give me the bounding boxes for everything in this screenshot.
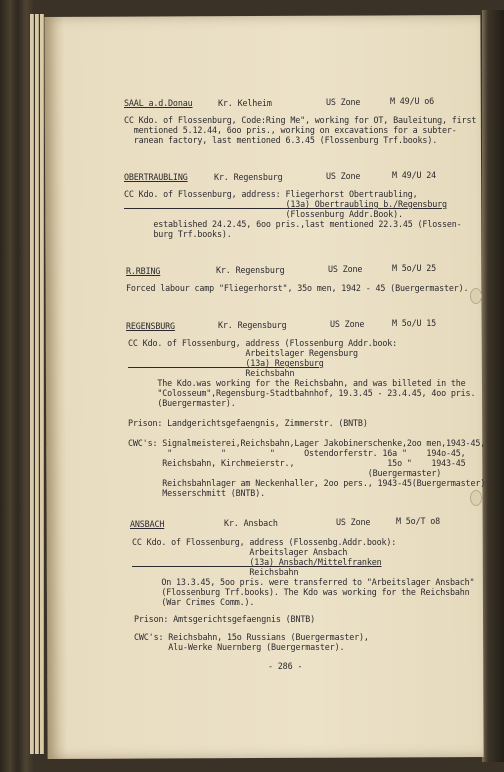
entry-code: M 49/U o6	[390, 96, 435, 106]
entry-line: (13a) Regensburg	[128, 358, 324, 368]
entry-line: established 24.2.45, 6oo pris.,last mentioned 22.3.45 (Flossen-	[124, 219, 462, 229]
entry-code: M 5o/T o8	[396, 516, 441, 526]
entry-code: M 5o/U 15	[392, 318, 437, 328]
entry-zone: US Zone	[336, 517, 371, 527]
entry-line: CC Kdo. of Flossenburg, address (Flossenburg Addr.book:	[128, 338, 398, 348]
punch-hole	[470, 288, 482, 304]
entry-line: On 13.3.45, 5oo pris. were transferred to "Arbeitslager Ansbach"	[132, 577, 475, 587]
entry-kreis: Kr. Regensburg	[214, 172, 283, 182]
entry-line: burg Trf.books).	[124, 229, 232, 239]
entry-place: OBERTRAUBLING	[124, 172, 188, 182]
entry-line: (13a) Obertraubling b./Regensburg	[124, 199, 447, 209]
page-edge	[30, 14, 34, 754]
right-page-edge	[482, 10, 504, 762]
entry-line: " " " Ostendorferstr. 16a " 194o-45,	[128, 448, 466, 458]
entry-line: (Buergermaster)	[128, 468, 442, 478]
entry-line: (Flossenburg Trf.books). The Kdo was working for the Reichsbahn	[132, 587, 470, 597]
entry-kreis: Kr. Ansbach	[224, 518, 278, 528]
entry-line: Reichsbahn	[132, 567, 299, 577]
punch-hole	[470, 490, 482, 506]
entry-line: (Flossenburg Addr.Book).	[124, 209, 403, 219]
entry-place: REGENSBURG	[126, 321, 175, 331]
entry-zone: US Zone	[326, 97, 361, 107]
entry-line: Arbeitslager Regensburg	[128, 348, 358, 358]
entry-zone: US Zone	[330, 319, 365, 329]
page-number: - 286 -	[268, 661, 303, 671]
entry-line: The Kdo.was working for the Reichsbahn, and was billeted in the	[128, 378, 466, 388]
entry-line: Reichsbahn, Kirchmeierstr., 15o " 1943-45	[128, 458, 466, 468]
page-edge	[40, 14, 44, 754]
entry-zone: US Zone	[328, 264, 363, 274]
entry-line: CC Kdo. of Flossenburg, address (Flossenbg.Addr.book):	[132, 537, 397, 547]
page-edge	[35, 14, 39, 754]
entry-place: SAAL a.d.Donau	[124, 98, 193, 108]
entry-line: (Buergermaster).	[128, 398, 236, 408]
entry-line: Reichsbahn	[128, 368, 295, 378]
entry-line: Reichsbahnlager am Neckenhaller, 2oo pers., 1943-45(Buergermaster)	[128, 478, 486, 488]
entry-line: Forced labour camp "Fliegerhorst", 35o men, 1942 - 45 (Buergermaster).	[126, 283, 469, 293]
entry-line: CWC's: Signalmeisterei,Reichsbahn,Lager Jakobinerschenke,2oo men,1943-45,	[128, 438, 486, 448]
entry-place: R.RBING	[126, 266, 161, 276]
entry-line: "Colosseum",Regensburg-Stadtbahnhof, 19.3.45 - 23.4.45, 4oo pris.	[128, 388, 476, 398]
entry-line: (13a) Ansbach/Mittelfranken	[132, 557, 382, 567]
entry-code: M 5o/U 25	[392, 263, 437, 273]
entry-zone: US Zone	[326, 171, 361, 181]
entry-line: CC Kdo. of Flossenburg, address: Fliegerhorst Obertraubling,	[124, 189, 418, 199]
entry-line: CC Kdo. of Flossenburg, Code:Ring Me", working for OT, Bauleitung, first	[124, 115, 477, 125]
entry-kreis: Kr. Kelheim	[218, 98, 272, 108]
entry-line: Alu-Werke Nuernberg (Buergermaster).	[134, 642, 345, 652]
entry-line: Arbeitslager Ansbach	[132, 547, 348, 557]
entry-kreis: Kr. Regensburg	[216, 265, 285, 275]
entry-line: CWC's: Reichsbahn, 15o Russians (Buergermaster),	[134, 632, 369, 642]
entry-code: M 49/U 24	[392, 170, 437, 180]
entry-line: (War Crimes Comm.).	[132, 597, 255, 607]
entry-line: Prison: Landgerichtsgefaengnis, Zimmerstr. (BNTB)	[128, 418, 368, 428]
entry-line: ranean factory, last mentioned 6.3.45 (Flossenburg Trf.books).	[124, 135, 438, 145]
entry-kreis: Kr. Regensburg	[218, 320, 287, 330]
entry-line: mentioned 5.12.44, 6oo pris., working on excavations for a subter-	[124, 125, 457, 135]
entry-line: Prison: Amtsgerichtsgefaengnis (BNTB)	[134, 614, 316, 624]
entry-place: ANSBACH	[130, 519, 165, 529]
entry-line: Messerschmitt (BNTB).	[128, 488, 265, 498]
